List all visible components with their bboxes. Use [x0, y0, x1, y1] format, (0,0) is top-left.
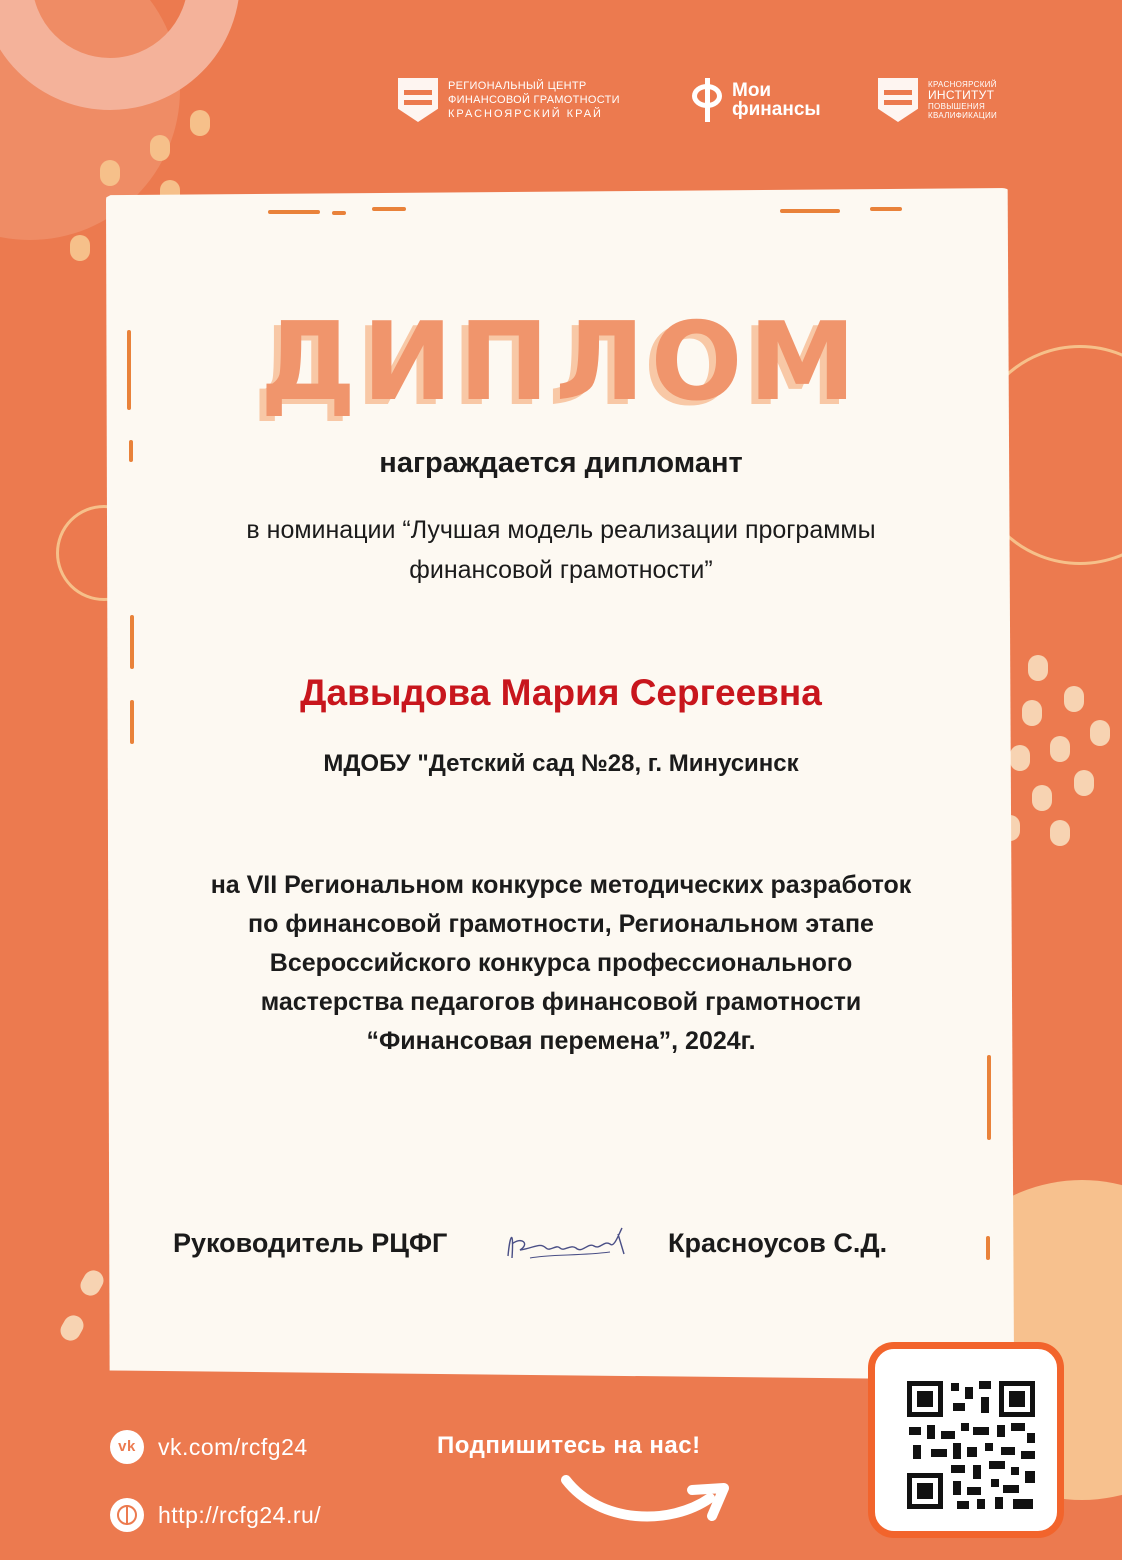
signer-name: Красноусов С.Д.	[668, 1228, 888, 1258]
logo-line: ПОВЫШЕНИЯ	[928, 102, 986, 111]
decorative-dot	[1090, 720, 1110, 746]
contest-description	[0, 866, 1122, 1061]
vk-link-text: vk.com/rcfg24	[158, 1433, 308, 1460]
decorative-dash	[268, 210, 320, 214]
arrow-icon	[560, 1468, 730, 1528]
phi-icon	[690, 78, 726, 122]
shield-icon	[398, 78, 438, 122]
contest-line: по финансовой грамотности, Региональном этапе	[248, 910, 874, 938]
logo-line: КРАСНОЯРСКИЙ	[928, 80, 997, 89]
decorative-dash	[987, 1055, 991, 1140]
nomination	[0, 510, 1122, 590]
decorative-dot	[77, 1267, 107, 1300]
site-link[interactable]	[110, 1498, 321, 1532]
logo-line: ФИНАНСОВОЙ ГРАМОТНОСТИ	[448, 94, 620, 106]
decorative-dot	[150, 135, 170, 161]
award-subtitle: награждается дипломант	[379, 447, 743, 479]
logo-moi-finansy	[690, 78, 821, 122]
contest-line: Всероссийского конкурса профессионального	[269, 949, 853, 977]
decorative-dot	[100, 160, 120, 186]
subscribe-text: Подпишитесь на нас!	[437, 1432, 701, 1459]
decorative-dot	[1050, 820, 1070, 846]
contest-line: “Финансовая перемена”, 2024г.	[366, 1027, 756, 1055]
decorative-dot	[1032, 785, 1052, 811]
decorative-dash	[372, 207, 406, 211]
logo-regional-center	[398, 78, 620, 122]
logo-line: КВАЛИФИКАЦИИ	[928, 111, 998, 120]
decorative-dash	[870, 207, 902, 211]
decorative-dash	[986, 1236, 990, 1260]
site-link-text: http://rcfg24.ru/	[158, 1501, 322, 1528]
recipient-name: Давыдова Мария Сергеевна	[300, 672, 822, 713]
globe-icon	[110, 1498, 144, 1532]
nomination-line: финансовой грамотности”	[409, 556, 713, 584]
signer-role: Руководитель РЦФГ	[173, 1228, 448, 1258]
contest-line: мастерства педагогов финансовой грамотности	[260, 988, 862, 1016]
vk-link[interactable]	[110, 1430, 308, 1464]
organization: МДОБУ "Детский сад №28, г. Минусинск	[323, 750, 799, 777]
logo-line: финансы	[732, 99, 821, 120]
decorative-dot	[190, 110, 210, 136]
logo-line: ИНСТИТУТ	[928, 88, 995, 102]
diploma-title: ДИПЛОМ	[260, 300, 862, 425]
vk-icon	[110, 1430, 144, 1464]
decorative-dot	[70, 235, 90, 261]
qr-code[interactable]	[868, 1342, 1064, 1538]
decorative-dash	[780, 209, 840, 213]
logo-line: КРАСНОЯРСКИЙ КРАЙ	[448, 108, 603, 120]
shield-icon	[878, 78, 918, 122]
logo-line: РЕГИОНАЛЬНЫЙ ЦЕНТР	[448, 80, 587, 92]
signature	[500, 1214, 630, 1274]
decorative-dot	[57, 1312, 87, 1345]
contest-line: на VII Региональном конкурсе методических разработок	[210, 871, 912, 899]
nomination-line: в номинации “Лучшая модель реализации программы	[246, 516, 876, 544]
logo-line: Мои	[732, 80, 772, 101]
decorative-dash	[332, 211, 346, 215]
qr-code-icon	[875, 1349, 1057, 1531]
decorative-dash	[130, 615, 134, 669]
logo-institute	[878, 78, 997, 122]
